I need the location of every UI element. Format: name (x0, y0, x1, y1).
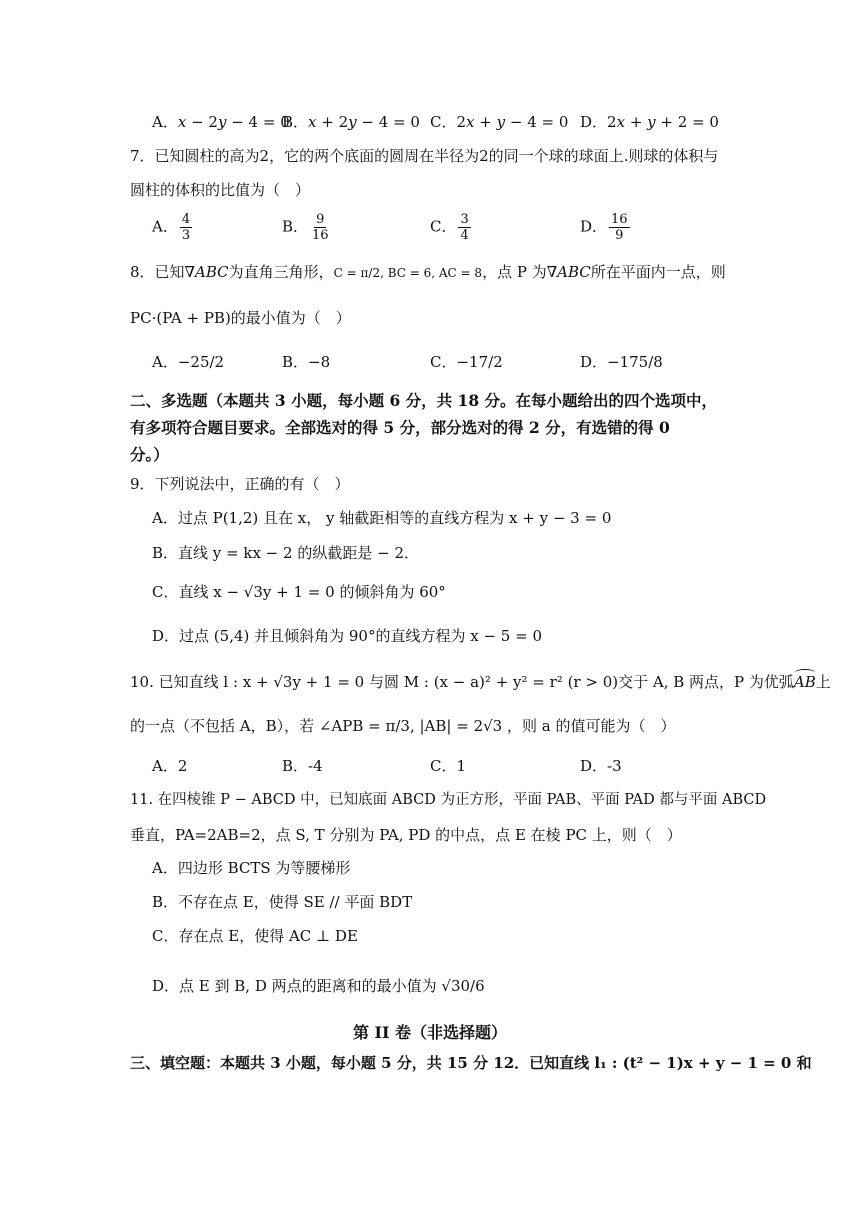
q8-option-a: A．−25/2 (152, 353, 225, 371)
q10-stem-line2: 的一点（不包括 A，B），若 ∠APB = π/3, |AB| = 2√3 ，则 a 的值可能为（ ） (130, 717, 676, 735)
q8-stem-line2: PC·(PA + PB)的最小值为（ ） (130, 309, 351, 327)
q6-option-d: D．2x + y + 2 = 0 (580, 113, 719, 131)
q10-stem-line1: 10. 已知直线 l : x + √3y + 1 = 0 与圆 M : (x − a)² + y² = r² (r > 0)交于 A, B 两点，P 为优弧AB上 (130, 673, 831, 691)
q10-option-a: A．2 (152, 757, 188, 775)
q6-option-b: B．x + 2y − 4 = 0 (282, 113, 420, 131)
q11-option-c: C．存在点 E，使得 AC ⊥ DE (152, 927, 358, 945)
q8-option-b: B．−8 (282, 353, 331, 371)
section2-heading-line2: 有多项符合题目要求。全部选对的得 5 分，部分选对的得 2 分，有选错的得 0 (130, 418, 670, 437)
q7-option-d: D． $\frac{16}{9}$ (580, 212, 628, 243)
section2-heading-line1: 二、多选题（本题共 3 小题，每小题 6 分，共 18 分。在每小题给出的四个选项中， (130, 391, 718, 410)
section3-heading: 三、填空题：本题共 3 小题，每小题 5 分，共 15 分 12．已知直线 l₁ : (t² − 1)x + y − 1 = 0 和 (130, 1054, 812, 1072)
section2-heading-line3: 分。） (130, 445, 169, 464)
q9-option-a: A．过点 P(1,2) 且在 x， y 轴截距相等的直线方程为 x + y − 3 = 0 (152, 509, 612, 527)
q10-option-c: C．1 (430, 757, 467, 775)
q10-option-b: B．-4 (282, 757, 323, 775)
q10-option-d: D．-3 (580, 757, 622, 775)
q6-option-c: C．2x + y − 4 = 0 (430, 113, 569, 131)
q8-option-c: C．−17/2 (430, 353, 503, 371)
q11-option-a: A．四边形 BCTS 为等腰梯形 (152, 859, 351, 877)
q7-option-a: A． $\frac{4}{3}$ (152, 212, 191, 243)
q11-option-d: D．点 E 到 B, D 两点的距离和的最小值为 √30/6 (152, 977, 485, 995)
q9-stem: 9．下列说法中，正确的有（ ） (130, 475, 350, 493)
q8-stem-line1: 8．已知∇ABC为直角三角形，C = π/2, BC = 6, AC = 8，点 P 为∇ABC所在平面内一点，则 (130, 263, 726, 281)
part2-title: 第 II 卷（非选择题） (352, 1023, 508, 1042)
q7-stem-line2: 圆柱的体积的比值为（ ） (130, 181, 311, 199)
q9-option-c: C．直线 x − √3y + 1 = 0 的倾斜角为 60° (152, 583, 446, 601)
q6-option-a: A．x − 2y − 4 = 0 (152, 113, 290, 131)
q9-option-d: D．过点 (5,4) 并且倾斜角为 90°的直线方程为 x − 5 = 0 (152, 627, 543, 645)
q7-stem-line1: 7．已知圆柱的高为2，它的两个底面的圆周在半径为2的同一个球的球面上.则球的体积与 (130, 147, 719, 165)
q7-option-c: C． $\frac{3}{4}$ (430, 212, 469, 243)
q11-stem-line2: 垂直，PA=2AB=2，点 S, T 分别为 PA, PD 的中点，点 E 在棱 PC 上，则（ ） (130, 826, 682, 844)
q9-option-b: B．直线 y = kx − 2 的纵截距是 − 2． (152, 544, 419, 562)
arc-ab: AB (793, 673, 816, 691)
q11-stem-line1: 11. 在四棱锥 P − ABCD 中，已知底面 ABCD 为正方形，平面 PAB、平面 PAD 都与平面 ABCD (130, 792, 767, 808)
q8-option-d: D．−175/8 (580, 353, 663, 371)
q11-option-b: B．不存在点 E，使得 SE // 平面 BDT (152, 893, 413, 911)
q7-option-b: B． $\frac{9}{16}$ (282, 212, 329, 243)
